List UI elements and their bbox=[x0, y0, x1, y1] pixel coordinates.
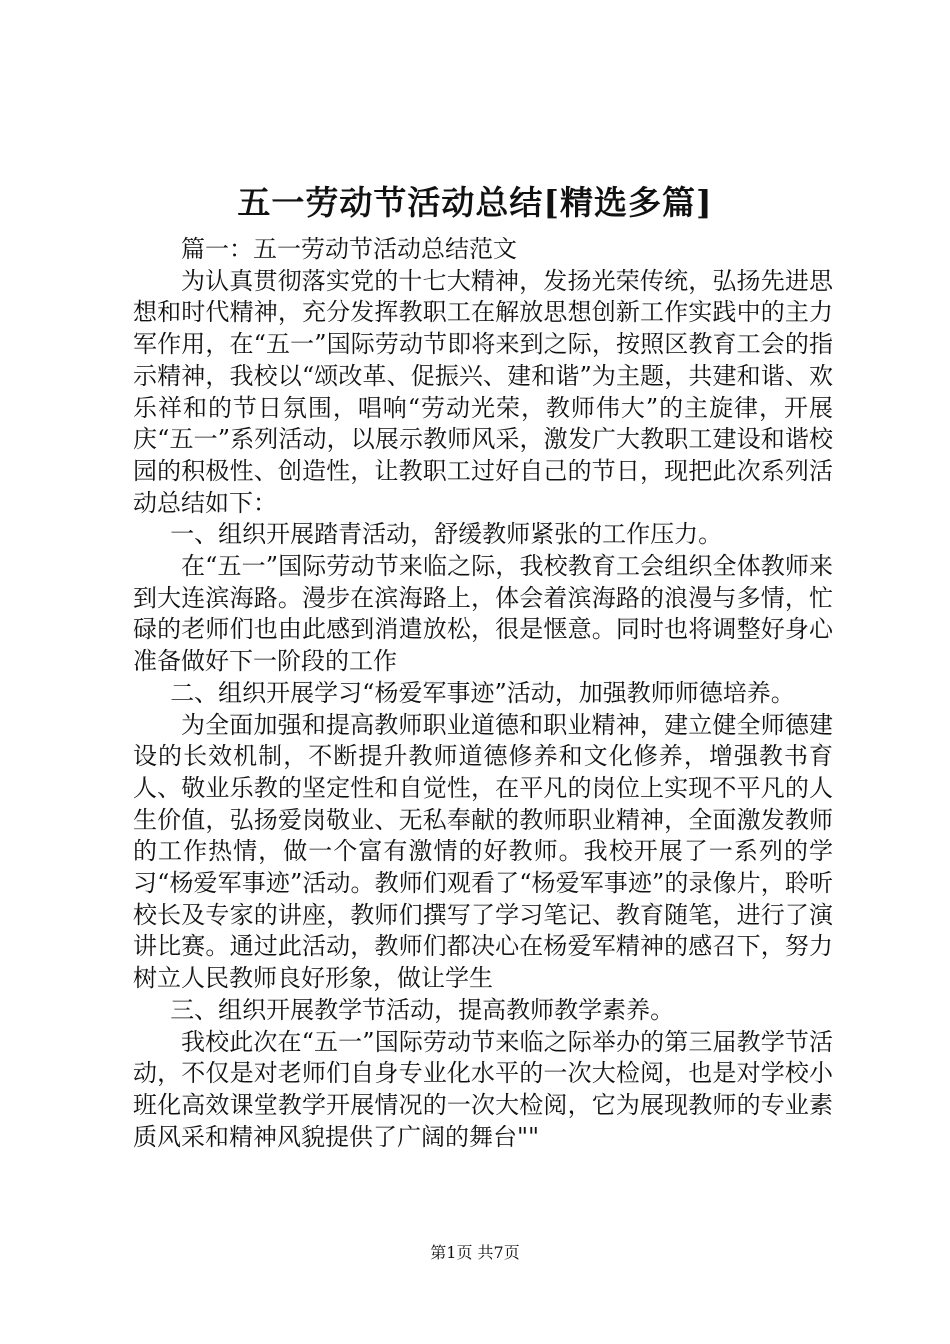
section-heading-two: 二、组织开展学习“杨爱军事迹”活动，加强教师师德培养。 bbox=[170, 678, 795, 707]
page-number-footer: 第1页 共7页 bbox=[430, 1243, 520, 1262]
section-heading-article-one: 篇一：五一劳动节活动总结范文 bbox=[181, 235, 517, 263]
body-paragraph-three: 我校此次在“五一”国际劳动节来临之际举办的第三届教学节活动，不仅是对老师们自身专业化水平的一次大检阅，也是对学校小班化高效课堂教学开展情况的一次大检阅，它为展现教师的专业素质风采和精神风貌提供了广阔的舞台"" bbox=[133, 1027, 833, 1151]
body-paragraph-two: 为全面加强和提高教师职业道德和职业精神，建立健全师德建设的长效机制，不断提升教师道德修养和文化修养，增强教书育人、敬业乐教的坚定性和自觉性，在平凡的岗位上实现不平凡的人生价值，弘扬爱岗敬业、无私奉献的教师职业精神，全面激发教师的工作热情，做一个富有激情的好教师。我校开展了一系列的学习“杨爱军事迹”活动。教师们观看了“杨爱军事迹”的录像片，聆听校长及专家的讲座，教师们撰写了学习笔记、教育随笔，进行了演讲比赛。通过此活动，教师们都决心在杨爱军精神的感召下，努力树立人民教师良好形象，做让学生 bbox=[133, 710, 833, 993]
section-heading-one: 一、组织开展踏青活动，舒缓教师紧张的工作压力。 bbox=[170, 520, 723, 549]
document-title: 五一劳动节活动总结[精选多篇] bbox=[237, 183, 713, 222]
section-heading-three: 三、组织开展教学节活动，提高教师教学素养。 bbox=[170, 995, 675, 1024]
document-body bbox=[133, 234, 833, 1153]
body-paragraph-one: 在“五一”国际劳动节来临之际，我校教育工会组织全体教师来到大连滨海路。漫步在滨海路上，体会着滨海路的浪漫与多情，忙碌的老师们也由此感到消遣放松，很是惬意。同时也将调整好身心准备做好下一阶段的工作 bbox=[133, 552, 833, 676]
intro-paragraph: 为认真贯彻落实党的十七大精神，发扬光荣传统，弘扬先进思想和时代精神，充分发挥教职工在解放思想创新工作实践中的主力军作用，在“五一”国际劳动节即将来到之际，按照区教育工会的指示精神，我校以“颂改革、促振兴、建和谐”为主题，共建和谐、欢乐祥和的节日氛围，唱响“劳动光荣，教师伟大”的主旋律，开展庆“五一”系列活动，以展示教师风采，激发广大教职工建设和谐校园的积极性、创造性，让教职工过好自己的节日，现把此次系列活动总结如下： bbox=[133, 266, 833, 517]
